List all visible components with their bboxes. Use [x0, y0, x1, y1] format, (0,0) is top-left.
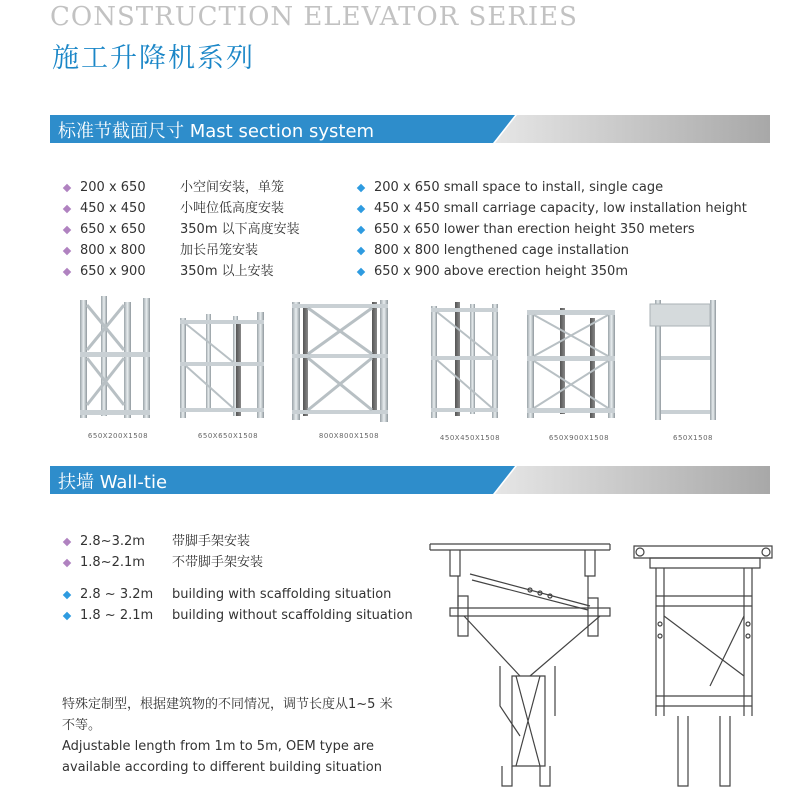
mast-section-banner-text: 标准节截面尺寸 Mast section system: [58, 121, 375, 142]
wall-tie-front-view-drawing: [430, 544, 610, 786]
list-item: 650 x 900 350m 以上安装: [64, 261, 300, 282]
wall-tie-banner: [50, 466, 770, 494]
caption-650x650: 650X650X1508: [197, 432, 259, 440]
mast-section-650x200-image: [80, 296, 150, 418]
wall-tie-side-view-drawing: [634, 546, 772, 786]
diamond-bullet-icon: [63, 558, 71, 566]
series-title-cn: 施工升降机系列: [52, 43, 255, 74]
caption-650x900: 650X900X1508: [548, 434, 610, 442]
list-item: 650 x 650 350m 以下高度安装: [64, 219, 300, 240]
list-item: 450 x 450 小吨位低高度安装: [64, 198, 300, 219]
diamond-bullet-icon: [357, 225, 365, 233]
caption-450x450: 450X450X1508: [439, 434, 501, 442]
caption-650x200: 650X200X1508: [87, 432, 149, 440]
diamond-bullet-icon: [63, 225, 71, 233]
series-title-en: CONSTRUCTION ELEVATOR SERIES: [50, 2, 578, 32]
mast-section-650x650-image: [180, 312, 264, 418]
list-item: 1.8 ~ 2.1m building without scaffolding situation: [64, 605, 413, 626]
list-item: 450 x 450 small carriage capacity, low installation height: [358, 198, 747, 219]
wall-tie-drawing: [420, 536, 780, 796]
mast-section-650x900-image: [527, 308, 615, 418]
diamond-bullet-icon: [63, 537, 71, 545]
diamond-bullet-icon: [63, 590, 71, 598]
mast-section-650-image: [650, 300, 716, 420]
list-item: 800 x 800 加长吊笼安装: [64, 240, 300, 261]
wall-tie-cn-list: [64, 531, 263, 573]
caption-650: 650X1508: [673, 434, 713, 442]
mast-section-450x450-image: [431, 302, 498, 418]
diamond-bullet-icon: [63, 204, 71, 212]
diamond-bullet-icon: [63, 267, 71, 275]
diamond-bullet-icon: [357, 204, 365, 212]
mast-section-800x800-image: [292, 300, 388, 422]
list-item: 800 x 800 lengthened cage installation: [358, 240, 747, 261]
list-item: 650 x 900 above erection height 350m: [358, 261, 747, 282]
custom-note-cn: 特殊定制型，根据建筑物的不同情况，调节长度从1~5 米不等。: [62, 697, 393, 733]
custom-note-en: Adjustable length from 1m to 5m, OEM type are available according to different building situation: [62, 739, 382, 775]
mast-section-images: [0, 290, 800, 430]
caption-800x800: 800X800X1508: [318, 432, 380, 440]
wall-tie-en-list: [64, 584, 413, 626]
diamond-bullet-icon: [63, 183, 71, 191]
list-item: 2.8~3.2m 带脚手架安装: [64, 531, 263, 552]
list-item: 650 x 650 lower than erection height 350 meters: [358, 219, 747, 240]
diamond-bullet-icon: [357, 267, 365, 275]
mast-en-list: [358, 177, 747, 282]
list-item: 200 x 650 small space to install, single cage: [358, 177, 747, 198]
diamond-bullet-icon: [357, 246, 365, 254]
list-item: 200 x 650 小空间安装，单笼: [64, 177, 300, 198]
list-item: 1.8~2.1m 不带脚手架安装: [64, 552, 263, 573]
diamond-bullet-icon: [357, 183, 365, 191]
list-item: 2.8 ~ 3.2m building with scaffolding situation: [64, 584, 413, 605]
mast-section-banner: [50, 115, 770, 143]
wall-tie-banner-text: 扶墙 Wall-tie: [58, 472, 168, 493]
diamond-bullet-icon: [63, 611, 71, 619]
diamond-bullet-icon: [63, 246, 71, 254]
mast-cn-list: [64, 177, 300, 282]
